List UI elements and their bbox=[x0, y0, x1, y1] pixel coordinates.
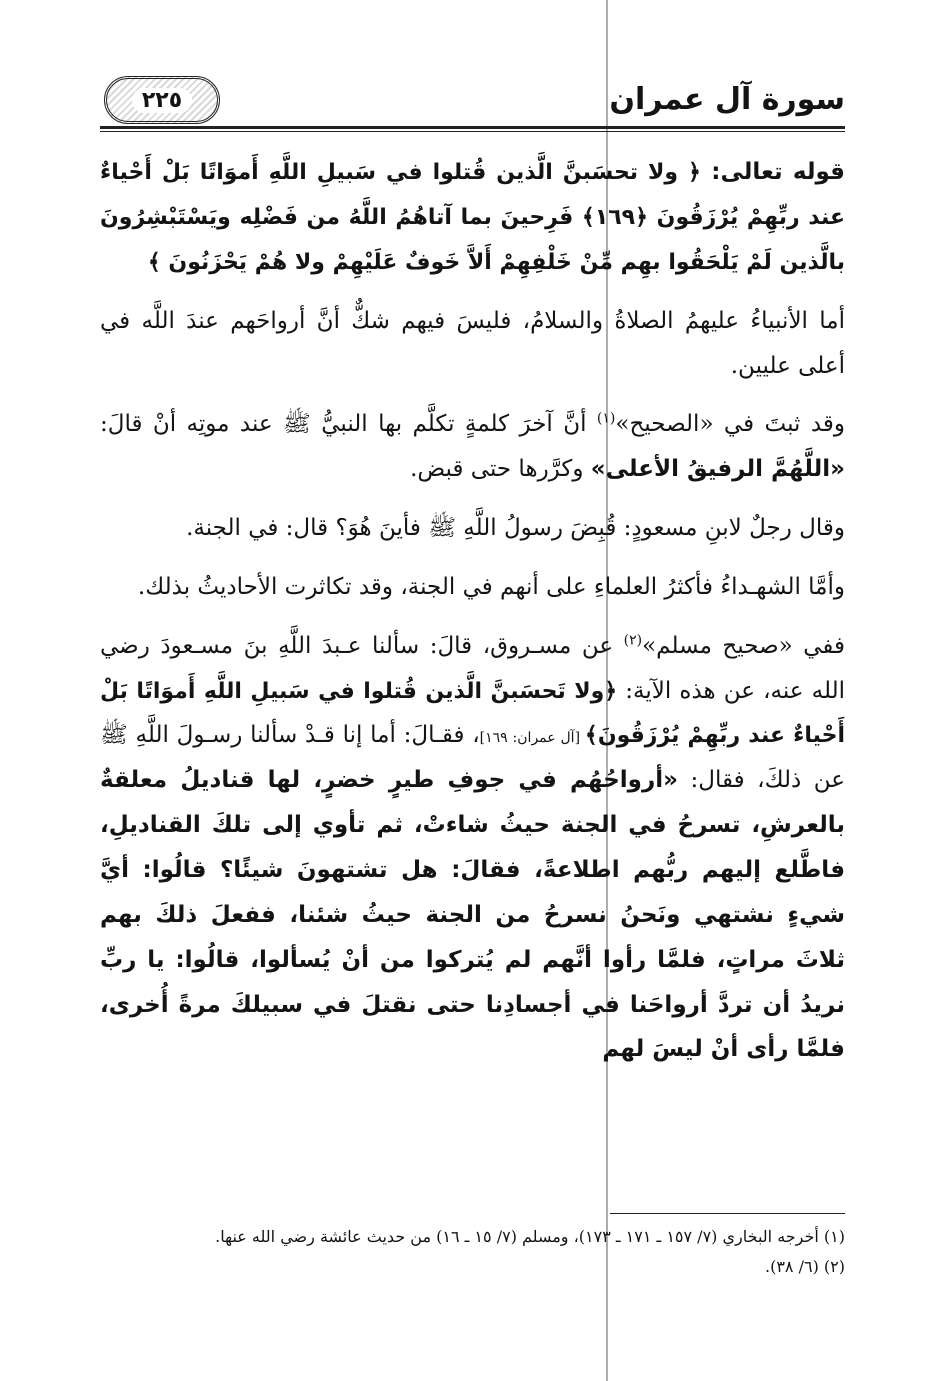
surah-title: سورة آل عمران bbox=[609, 82, 845, 117]
verse-intro: قوله تعالى: bbox=[700, 159, 845, 185]
hadith-quote: «اللَّهُمَّ الرفيقُ الأعلى» bbox=[590, 456, 845, 483]
hadith-text: «أرواحُهُم في جوفِ طيرٍ خضرٍ، لها قناديلُ معلقةٌ بالعرشِ، تسرحُ في الجنة حيثُ شاءتْ، ثم تأوي إلى تلكَ القناديلِ، فاطَّلع إليهم ربُّهم اطلاعةً، فقالَ: هل تشتهونَ شيئًا؟ قالُوا: أيَّ شيءٍ نشتهي ونَحنُ نسرحُ من الجنة حيثُ شئنا، ففعلَ ذلكَ بهم ثلاثَ مراتٍ، فلمَّا رأوا أنَّهم لم يُتركوا من أنْ يُسألوا، قالُوا: يا ربِّ نريدُ أن تردَّ أرواحَنا في أجسادِنا حتى نقتلَ في سبيلكَ مرةً أُخرى، فلمَّا رأى أنْ ليسَ لهم bbox=[100, 767, 845, 1063]
quran-verse: ﴿ ولا تحسَبنَّ الَّذين قُتلوا في سَبيلِ اللَّهِ أَموَاتًا بَلْ أَحْياءٌ عند ربِّهِمْ يُرْزَقُونَ ﴿١٦٩﴾ فَرِحينَ بما آتاهُمُ اللَّهُ من فَضْلِه ويَسْتَبْشِرُونَ بالَّذين لَمْ يَلْحَقُوا بهِم مِّنْ خَلْفِهِمْ أَلاَّ خَوفٌ عَلَيْهِمْ ولا هُمْ يَحْزَنُونَ ﴾ bbox=[100, 160, 845, 275]
footnote-2: (٢) (٦/ ٣٨). bbox=[764, 1257, 845, 1277]
paragraph-text: وقد ثبتَ في «الصحيح» bbox=[615, 411, 845, 438]
paragraph-verse bbox=[100, 150, 845, 285]
footnotes bbox=[100, 1222, 845, 1283]
verse-citation: [آل عمران: ١٦٩] bbox=[479, 730, 585, 747]
paragraph-sahih bbox=[100, 402, 845, 492]
paragraph-prophets: أما الأنبياءُ عليهمُ الصلاةُ والسلامُ، فليسَ فيهم شكٌّ أنَّ أرواحَهم عندَ اللَّه في أعلى عليين. bbox=[100, 307, 845, 379]
paragraph-martyrs: وأمَّا الشهـداءُ فأكثرُ العلماءِ على أنهم في الجنة، وقد تكاثرت الأحاديثُ بذلك. bbox=[137, 573, 845, 600]
page-body bbox=[100, 150, 845, 1086]
paragraph-text: عن مسـروق، قالَ: سألنا عـبدَ اللَّهِ بنَ مسـعودَ رضي الله عنه، عن هذه الآية: bbox=[100, 632, 845, 704]
page-number: ٢٢٥ bbox=[132, 88, 192, 113]
footnote-ref-2[interactable]: (٢) bbox=[623, 632, 643, 649]
paragraph-muslim bbox=[100, 624, 845, 1073]
paragraph-text: ، فقـالَ: أما إنا قـدْ سألنا رسـولَ اللَّهِ ﷺ عن ذلكَ، فقال: bbox=[100, 722, 845, 794]
paragraph-ibn-masud: وقال رجلٌ لابنِ مسعودٍ: قُبِضَ رسولُ اللَّهِ ﷺ فأينَ هُوَ؟ قال: في الجنة. bbox=[186, 515, 845, 542]
footnote-1: (١) أخرجه البخاري (٧/ ١٥٧ ـ ١٧١ ـ ١٧٣)، ومسلم (٧/ ١٥ ـ ١٦) من حديث عائشة رضي الله عنها. bbox=[215, 1227, 845, 1246]
footnote-ref-1[interactable]: (١) bbox=[596, 410, 616, 427]
header-rule bbox=[100, 126, 845, 129]
page-number-badge bbox=[104, 76, 220, 124]
paragraph-text: أنَّ آخرَ كلمةٍ تكلَّم بها النبيُّ ﷺ عند موتِه أنْ قالَ: bbox=[100, 411, 597, 438]
header-rule-thin bbox=[100, 131, 845, 132]
paragraph-text: ففي «صحيح مسلم» bbox=[642, 632, 845, 659]
paragraph-text: وكرَّرها حتى قبض. bbox=[410, 456, 591, 483]
quran-verse: ﴿ولا تَحسَبنَّ الَّذين قُتلوا في سَبيلِ اللَّهِ أَموَاتًا بَلْ أَحْياءٌ عند ربِّهِمْ يُرْزَقُونَ﴾ bbox=[100, 678, 845, 749]
page-header bbox=[100, 68, 845, 128]
footnote-rule bbox=[610, 1213, 845, 1214]
